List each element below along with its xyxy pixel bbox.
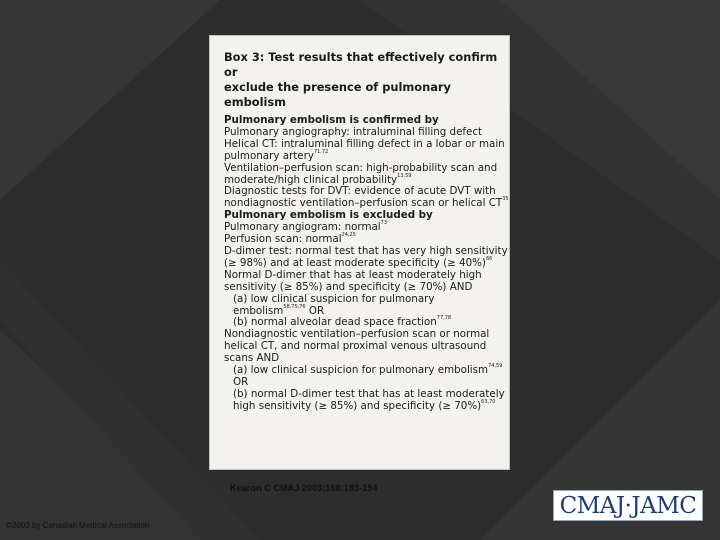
line-text: (≥ 98%) and at least moderate specificity (≥ 40%) xyxy=(224,256,486,269)
box-lines xyxy=(224,114,509,413)
reference-superscript: 63,70 xyxy=(481,398,496,405)
copyright-notice: ©2003 by Canadian Medical Association xyxy=(6,521,150,530)
line-text: Ventilation–perfusion scan: high-probability scan and xyxy=(224,161,498,174)
line-text: Diagnostic tests for DVT: evidence of acute DVT with xyxy=(224,185,496,198)
reference-superscript: 13,59 xyxy=(397,172,412,179)
line-text: Nondiagnostic ventilation–perfusion scan or normal xyxy=(224,328,490,341)
line-text: (b) normal alveolar dead space fraction xyxy=(233,316,437,329)
line-text: OR xyxy=(233,375,249,388)
reference-superscript: 24,25 xyxy=(341,232,356,239)
cmaj-jamc-logo: CMAJ·JAMC xyxy=(553,490,703,521)
line-text: moderate/high clinical probability xyxy=(224,173,398,186)
line-text: scans AND xyxy=(224,352,280,365)
line-text: (a) low clinical suspicion for pulmonary embolism xyxy=(233,364,489,377)
line-text: embolism xyxy=(233,304,284,317)
line-text: nondiagnostic ventilation–perfusion scan or helical CT xyxy=(224,197,503,210)
reference-superscript: 74,59 xyxy=(488,363,503,370)
line-text: high sensitivity (≥ 85%) and specificity (≥ 70%) xyxy=(233,399,482,412)
line-text: Pulmonary embolism is confirmed by xyxy=(224,114,439,126)
line-text: Perfusion scan: normal xyxy=(224,233,342,246)
line-text: sensitivity (≥ 85%) and specificity (≥ 70%) AND xyxy=(224,280,473,293)
line-text: Normal D-dimer that has at least moderately high xyxy=(224,268,482,281)
line-text: (a) low clinical suspicion for pulmonary xyxy=(233,292,435,305)
box-line xyxy=(224,365,506,377)
reference-superscript: 77,78 xyxy=(436,315,452,322)
reference-superscript: 73 xyxy=(380,220,388,227)
line-text: Pulmonary embolism is excluded by xyxy=(224,209,433,222)
box-line xyxy=(224,398,506,413)
line-text: pulmonary artery xyxy=(224,149,314,162)
line-text: Pulmonary angiogram: normal xyxy=(224,221,381,234)
reference-superscript: 35 xyxy=(502,196,509,203)
line-suffix: OR xyxy=(305,304,325,317)
line-text: helical CT, and normal proximal venous ultrasound xyxy=(224,340,487,353)
line-text: (b) normal D-dimer test that has at least moderately xyxy=(233,387,505,400)
reference-superscript: 66 xyxy=(485,255,493,262)
line-text: D-dimer test: normal test that has very high sensitivity xyxy=(224,244,508,257)
line-text: Pulmonary angiography: intraluminal filling defect xyxy=(224,125,483,138)
box-title: Box 3: Test results that effectively confirm or exclude the presence of pulmonary embolism xyxy=(224,50,498,109)
reference-superscript: 71,72 xyxy=(313,148,329,155)
citation: Kearon C CMAJ 2003;168:183-194 xyxy=(230,483,378,493)
box-panel xyxy=(209,35,510,470)
reference-superscript: 58,75,76 xyxy=(283,303,306,310)
line-text: Helical CT: intraluminal filling defect in a lobar or main xyxy=(224,137,505,150)
